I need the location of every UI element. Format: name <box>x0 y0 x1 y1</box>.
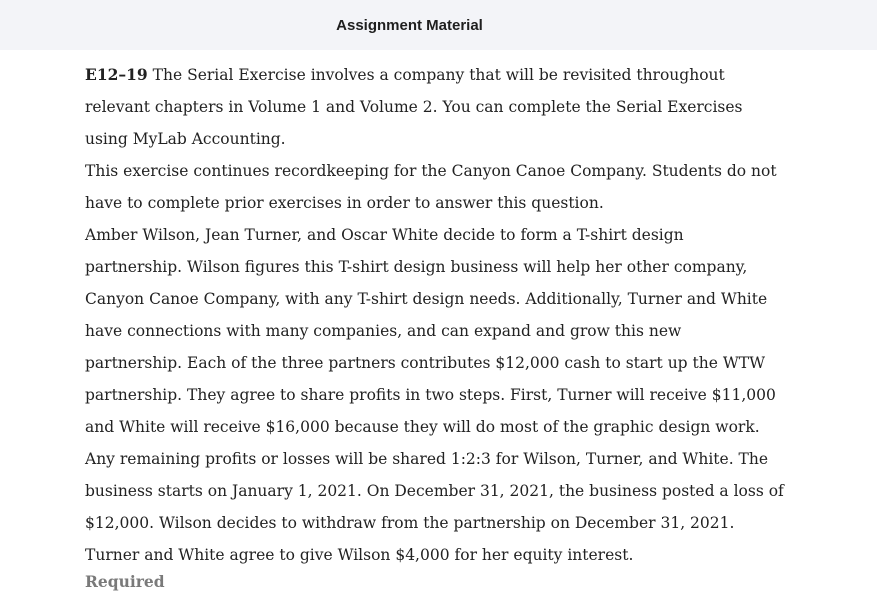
text-line-5: have to complete prior exercises in order to answer this question. <box>85 194 604 212</box>
text-line-16: Turner and White agree to give Wilson $4,000 for her equity interest. <box>85 546 634 564</box>
text-line-11: partnership. They agree to share profits in two steps. First, Turner will receive $11,000 <box>85 386 776 404</box>
text-line-12: and White will receive $16,000 because they will do most of the graphic design work. <box>85 418 760 436</box>
page-title: Assignment Material <box>336 16 483 34</box>
text-line-3: using MyLab Accounting. <box>85 130 286 148</box>
text-line-9: have connections with many companies, and can expand and grow this new <box>85 322 682 340</box>
header-bar <box>0 0 877 50</box>
text-line-2: relevant chapters in Volume 1 and Volume 2. You can complete the Serial Exercises <box>85 98 743 116</box>
text-line-8: Canyon Canoe Company, with any T-shirt design needs. Additionally, Turner and White <box>85 290 768 308</box>
text-line-13: Any remaining profits or losses will be shared 1:2:3 for Wilson, Turner, and White. The <box>85 450 769 468</box>
text-line-15: $12,000. Wilson decides to withdraw from the partnership on December 31, 2021. <box>85 514 735 532</box>
text-line-4: This exercise continues recordkeeping for the Canyon Canoe Company. Students do not <box>85 162 777 180</box>
required-heading: Required <box>85 572 165 591</box>
text-line-7: partnership. Wilson figures this T-shirt design business will help her other company, <box>85 258 748 276</box>
text-line-6: Amber Wilson, Jean Turner, and Oscar White decide to form a T-shirt design <box>85 226 684 244</box>
line-text: The Serial Exercise involves a company that will be revisited throughout <box>152 66 725 84</box>
exercise-number: E12–19 <box>85 65 148 84</box>
text-line-1 <box>85 59 865 91</box>
text-line-14: business starts on January 1, 2021. On December 31, 2021, the business posted a loss of <box>85 482 784 500</box>
text-line-10: partnership. Each of the three partners contributes $12,000 cash to start up the WTW <box>85 354 766 372</box>
exercise-body <box>85 59 865 599</box>
